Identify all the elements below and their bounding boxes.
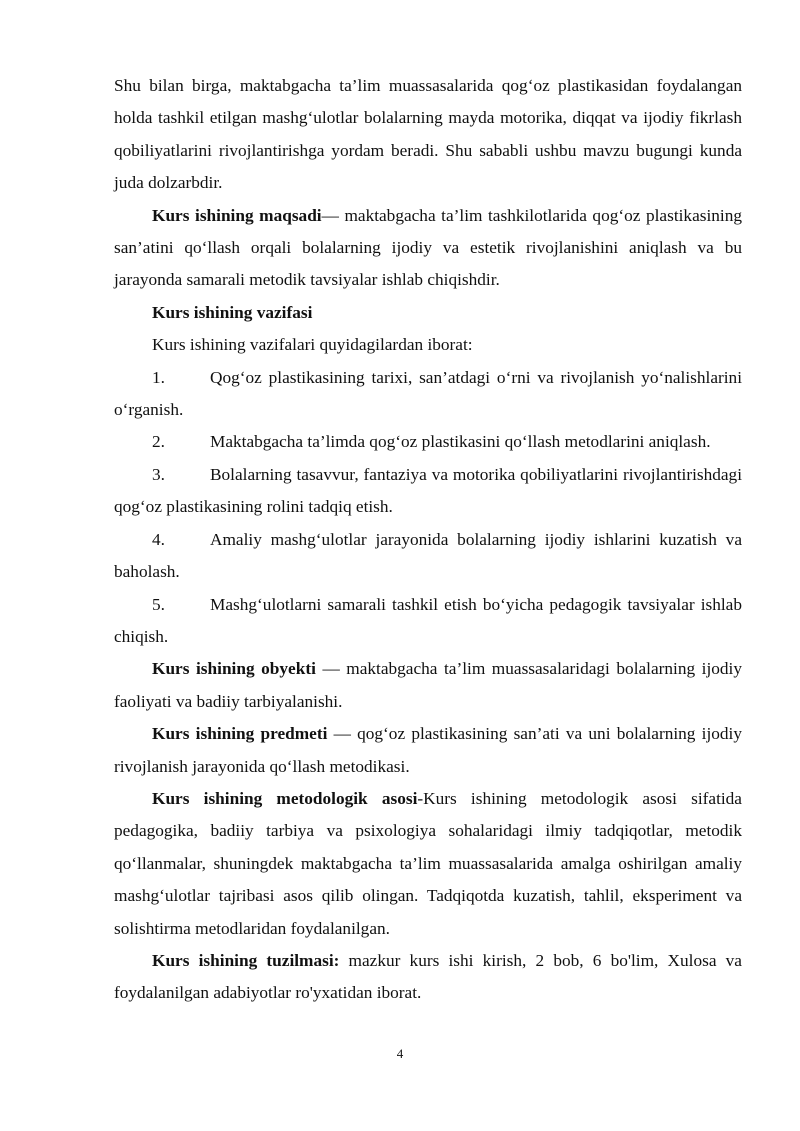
goal-text: — maktabgacha ta’lim tashkilotlarida qog‘oz plastikasining san’atini qo‘llash orqali bolalarning ijodiy va estetik rivojlanishini aniqlash va bu jarayonda samarali metodik tavsiyalar ishlab chiqishdir. [114, 205, 742, 290]
page-content [114, 70, 742, 1010]
task-text: Amaliy mashg‘ulotlar jarayonida bolalarning ijodiy ishlarini kuzatish va baholash. [114, 529, 742, 582]
structure-label: Kurs ishining tuzilmasi: [152, 950, 340, 970]
methodology-text: -Kurs ishining metodologik asosi sifatida pedagogika, badiiy tarbiya va psixologiya sohalaridagi ilmiy tadqiqotlar, metodik qo‘llanmalar, shuningdek maktabgacha ta’lim muassasalarida amalga oshirilgan amaliy mashg‘ulotlar tajribasi asos qilib olingan. Tadqiqotda kuzatish, tahlil, eksperiment va solishtirma metodlaridan foydalanilgan. [114, 788, 742, 938]
tasks-heading-label: Kurs ishining vazifasi [152, 302, 313, 322]
tasks-heading [114, 297, 742, 329]
task-text: Bolalarning tasavvur, fantaziya va motorika qobiliyatlarini rivojlantirishdagi qog‘oz plastikasining rolini tadqiq etish. [114, 464, 742, 517]
object-text: — maktabgacha ta’lim muassasalaridagi bolalarning ijodiy faoliyati va badiiy tarbiyalanishi. [114, 659, 742, 711]
task-number: 4. [152, 529, 165, 549]
subject-label: Kurs ishining predmeti [152, 724, 328, 744]
task-item [114, 589, 742, 654]
task-number: 5. [152, 594, 165, 614]
task-number: 2. [152, 432, 165, 452]
task-number: 3. [152, 464, 165, 484]
page-number: 4 [396, 1046, 404, 1061]
object-paragraph [114, 653, 742, 718]
task-item [114, 426, 742, 458]
methodology-label: Kurs ishining metodologik asosi [152, 788, 418, 808]
goal-paragraph [114, 200, 742, 297]
intro-paragraph: Shu bilan birga, maktabgacha ta’lim muassasalarida qog‘oz plastikasidan foydalangan holda tashkil etilgan mashg‘ulotlar bolalarning mayda motorika, diqqat va ijodiy fikrlash qobiliyatlarini rivojlantirishga yordam beradi. Shu sababli ushbu mavzu bugungi kunda juda dolzarbdir. [114, 76, 742, 193]
object-label: Kurs ishining obyekti [152, 659, 316, 679]
structure-text: mazkur kurs ishi kirish, 2 bob, 6 bo'lim, Xulosa va foydalanilgan adabiyotlar ro'yxatidan iborat. [114, 950, 742, 1003]
task-number: 1. [152, 367, 165, 387]
structure-paragraph [114, 945, 742, 1010]
task-item [114, 524, 742, 589]
task-text: Qog‘oz plastikasining tarixi, san’atdagi o‘rni va rivojlanish yo‘nalishlarini o‘rganish. [114, 367, 742, 420]
task-text: Mashg‘ulotlarni samarali tashkil etish bo‘yicha pedagogik tavsiyalar ishlab chiqish. [114, 594, 742, 646]
subject-text: — qog‘oz plastikasining san’ati va uni bolalarning ijodiy rivojlanish jarayonida qo‘llash metodikasi. [114, 724, 742, 776]
task-item [114, 362, 742, 427]
task-text: Maktabgacha ta’limda qog‘oz plastikasini qo‘llash metodlarini aniqlash. [210, 432, 711, 452]
methodology-paragraph [114, 783, 742, 945]
goal-label: Kurs ishining maqsadi [152, 205, 322, 225]
task-item [114, 459, 742, 524]
subject-paragraph [114, 718, 742, 783]
tasks-intro: Kurs ishining vazifalari quyidagilardan iborat: [152, 335, 473, 355]
